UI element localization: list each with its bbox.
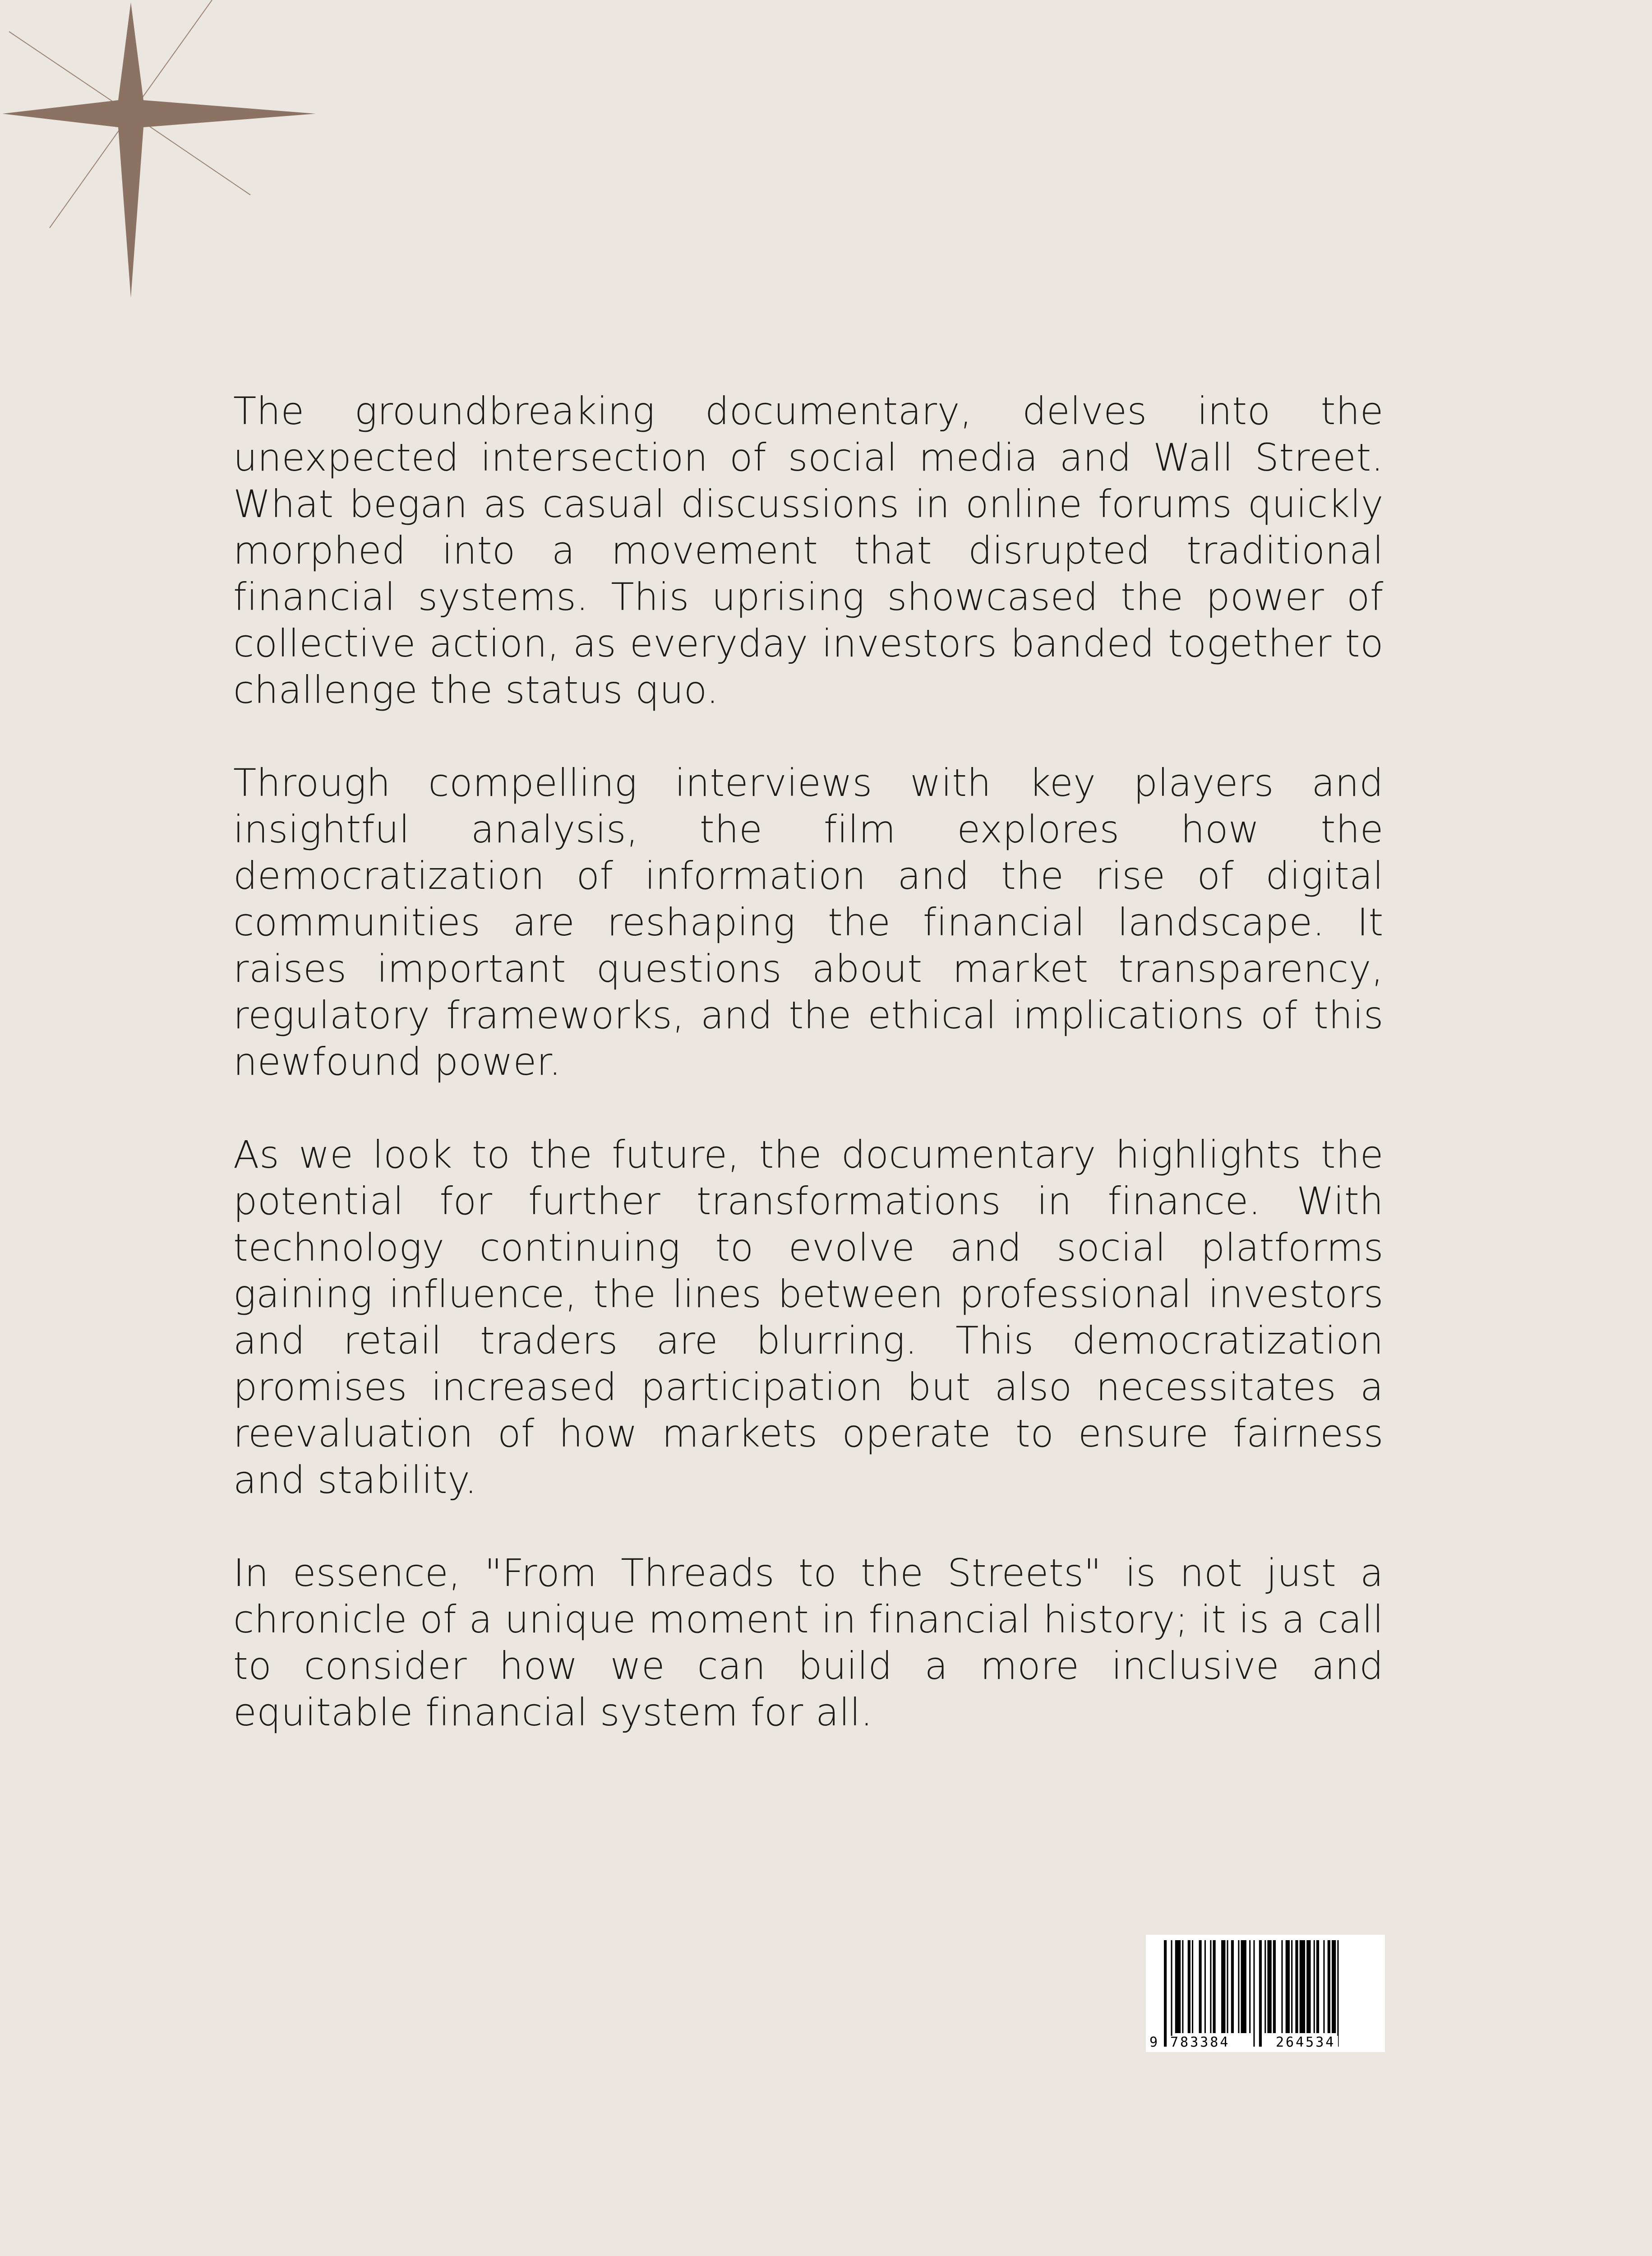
barcode-bar	[1175, 1940, 1181, 2033]
barcode-bar	[1192, 1940, 1193, 2033]
barcode-bar	[1286, 1940, 1290, 2033]
barcode-bar	[1328, 1940, 1330, 2033]
paragraph-3: As we look to the future, the documentary highlights the potential for further transformations in finance. With technology continuing to evolve and social platforms gaining influence, the lines between professional investors and retail traders are blurring. This democratization promises increased participation but also necessitates a reevaluation of how markets operate to ensure fairness and stability.	[233, 1133, 1384, 1502]
paragraph-1: The groundbreaking documentary, delves into the unexpected intersection of social media and Wall Street. What began as casual discussions in online forums quickly morphed into a movement that disrupted traditional financial systems. This uprising showcased the power of collective action, as everyday investors banded together to challenge the status quo.	[233, 389, 1384, 712]
barcode-bar	[1249, 1940, 1251, 2033]
barcode-bar	[1182, 1940, 1183, 2033]
barcode-bar	[1337, 1940, 1338, 2047]
barcode-bar	[1188, 1940, 1191, 2033]
barcode-bar	[1171, 1940, 1172, 2047]
barcode-bar	[1264, 1940, 1266, 2033]
barcode-bar	[1210, 1940, 1211, 2033]
barcode-bar	[1316, 1940, 1319, 2033]
barcode-bar	[1221, 1940, 1225, 2033]
barcode-bar	[1291, 1940, 1292, 2033]
barcode-bar	[1259, 1940, 1262, 2047]
barcode-bar	[1273, 1940, 1276, 2033]
barcode-right-group: 264534	[1273, 2036, 1338, 2049]
barcode-bar	[1164, 1940, 1167, 2047]
barcode-first-digit: 9	[1149, 2034, 1158, 2050]
barcode-bar	[1295, 1940, 1298, 2033]
paragraph-4: In essence, "From Threads to the Streets" is not just a chronicle of a unique moment in financial history; it is a call to consider how we can build a more inclusive and equitable financial system for all.	[233, 1551, 1384, 1734]
isbn-barcode	[1146, 1935, 1385, 2052]
barcode-bar	[1314, 1940, 1315, 2033]
body-text	[233, 388, 1384, 1782]
barcode-bar	[1199, 1940, 1202, 2033]
barcode-bar	[1300, 1940, 1305, 2033]
barcode-bar	[1231, 1940, 1234, 2033]
barcode-bar	[1227, 1940, 1228, 2033]
barcode-bar	[1241, 1940, 1246, 2033]
barcode-bar	[1267, 1940, 1271, 2033]
barcode-bar	[1238, 1940, 1239, 2033]
paragraph-2: Through compelling interviews with key players and insightful analysis, the film explores how the democratization of information and the rise of digital communities are reshaping the financial landscape. It raises important questions about market transparency, regulatory frameworks, and the ethical implications of this newfound power.	[233, 761, 1384, 1084]
barcode-bar	[1306, 1940, 1311, 2033]
barcode-bar	[1332, 1940, 1336, 2033]
barcode-bar	[1281, 1940, 1283, 2033]
barcode-bar	[1253, 1940, 1255, 2047]
barcode-left-group: 783384	[1167, 2036, 1232, 2049]
barcode-bar	[1204, 1940, 1206, 2033]
barcode-bar	[1213, 1940, 1216, 2033]
barcode-bar	[1323, 1940, 1324, 2033]
four-point-star-icon	[0, 0, 325, 307]
